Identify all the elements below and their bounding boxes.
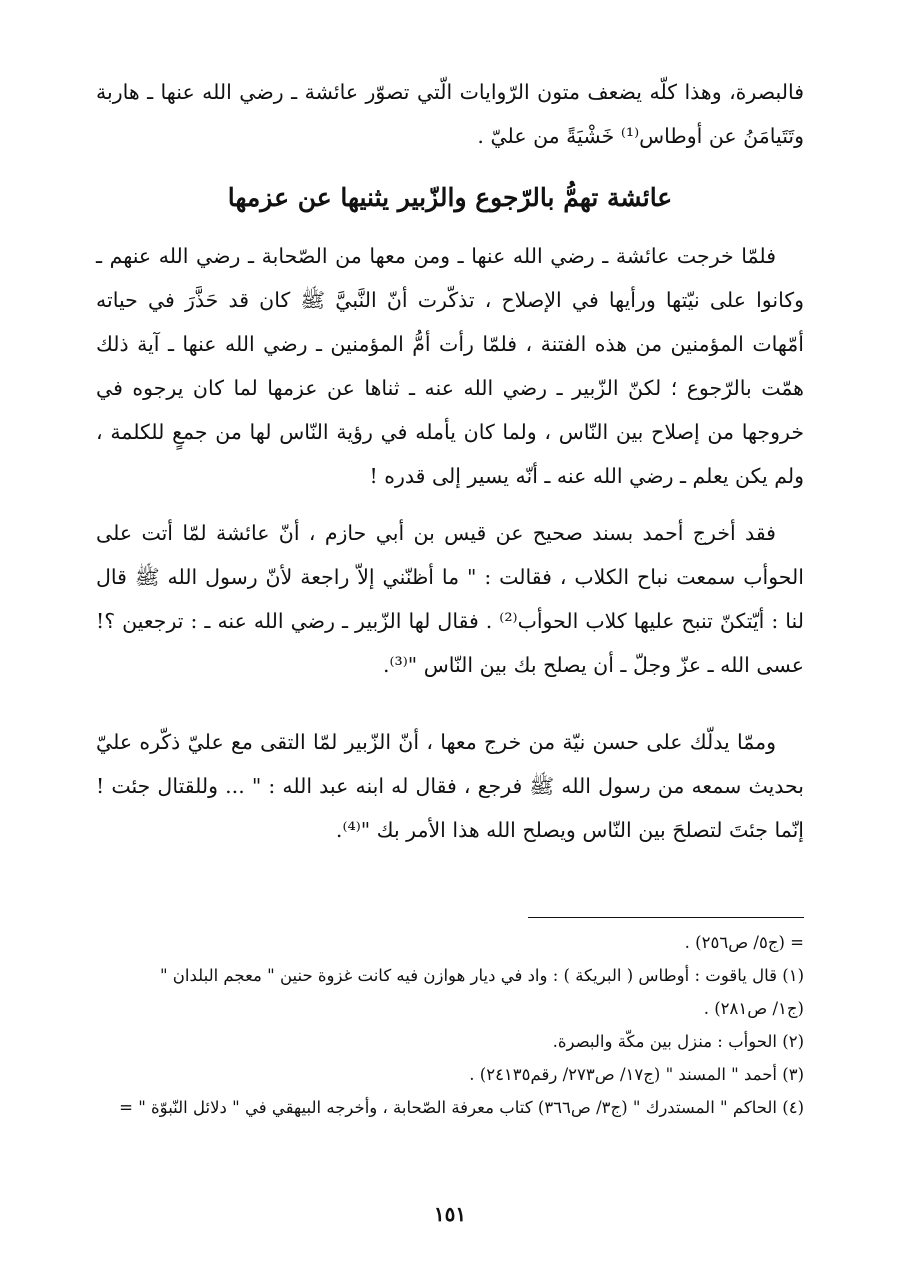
intro-paragraph: فالبصرة، وهذا كلّه يضعف متون الرّوايات الّتي تصوّر عائشة ـ رضي الله عنها ـ هاربة وتَتَيامَنُ عن أوطاس⁽¹⁾ خَشْيَةً من عليّ .	[96, 80, 804, 148]
page-number: ١٥١	[433, 1202, 467, 1226]
footnote-4: (٤) الحاكم " المستدرك " (ج٣/ ص٣٦٦) كتاب معرفة الصّحابة ، وأخرجه البيهقي في " دلائل النّبوّة " =	[119, 1098, 804, 1117]
paragraph-3: وممّا يدلّك على حسن نيّة من خرج معها ، أنّ الزّبير لمّا التقى مع عليّ ذكّره عليّ بحديث سمعه من رسول الله ﷺ فرجع ، فقال له ابنه عبد الله : " ... وللقتال جئت ! إنّما جئتَ لتصلحَ بين النّاس ويصلح الله هذا الأمر بك "⁽⁴⁾.	[96, 730, 804, 842]
paragraph-1: فلمّا خرجت عائشة ـ رضي الله عنها ـ ومن معها من الصّحابة ـ رضي الله عنهم ـ وكانوا على نيّتها ورأيها في الإصلاح ، تذكّرت أنّ النَّبيَّ ﷺ كان قد حَذَّرَ في حياته أمّهات المؤمنين من هذه الفتنة ، فلمّا رأت أمُّ المؤمنين ـ رضي الله عنها ـ آية ذلك همّت بالرّجوع ؛ لكنّ الزّبير ـ رضي الله عنه ـ ثناها عن عزمها لما كان يرجوه في خروجها من إصلاح بين النّاس ، ولما كان يأمله في رؤية النّاس لها من جمعٍ للكلمة ، ولم يكن يعلم ـ رضي الله عنه ـ أنّه يسير إلى قدره !	[96, 244, 804, 488]
section-heading: عائشة تهمُّ بالرّجوع والزّبير يثنيها عن عزمها	[227, 183, 673, 212]
footnote-2: (٢) الحوأب : منزل بين مكّة والبصرة.	[552, 1032, 804, 1051]
footnote-separator	[528, 917, 804, 918]
footnote-1: (١) قال ياقوت : أوطاس ( البريكة ) : واد في ديار هوازن فيه كانت غزوة حنين " معجم البلدان "	[159, 966, 804, 985]
footnote-1-continuation: (ج١/ ص٢٨١) .	[703, 999, 804, 1018]
footnotes-list	[92, 926, 804, 1124]
paragraph-2: فقد أخرج أحمد بسند صحيح عن قيس بن أبي حازم ، أنّ عائشة لمّا أتت على الحوأب سمعت نباح الكلاب ، فقالت : " ما أظنّني إلاّ راجعة لأنّ رسول الله ﷺ قال لنا : أيّتكنّ تنبح عليها كلاب الحوأب⁽²⁾ . فقال لها الزّبير ـ رضي الله عنه ـ : ترجعين ؟! عسى الله ـ عزّ وجلّ ـ أن يصلح بك بين النّاس "⁽³⁾.	[96, 521, 804, 677]
footnote-continuation: = (ج٥/ ص٢٥٦) .	[684, 933, 804, 952]
footnote-3: (٣) أحمد " المسند " (ج١٧/ ص٢٧٣/ رقم٢٤١٣٥) .	[469, 1065, 804, 1084]
